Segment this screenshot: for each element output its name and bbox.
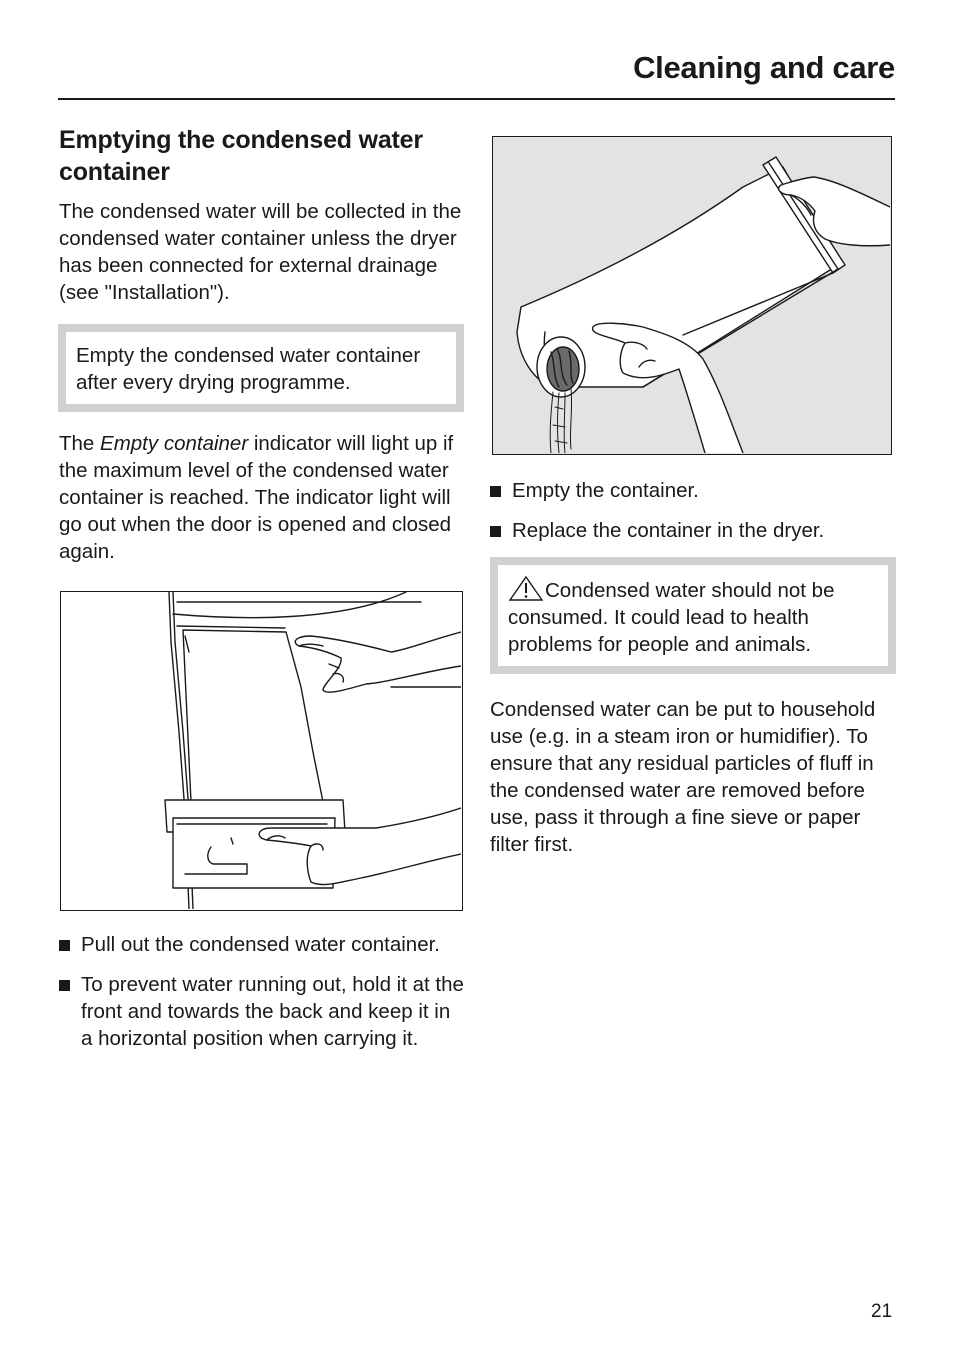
step-text: Empty the container.: [512, 479, 699, 502]
indicator-paragraph: [59, 430, 465, 565]
empty-container-illustration: [492, 136, 892, 455]
list-item: [59, 931, 465, 958]
right-column: [490, 136, 896, 858]
note-text: Empty the condensed water container after every drying programme.: [66, 332, 456, 404]
section-heading: Emptying the condensed water container: [59, 126, 423, 186]
indicator-name: Empty container: [100, 432, 249, 455]
warning-text: Condensed water should not be consumed. It could lead to health problems for people and animals.: [508, 579, 835, 656]
page-title: Cleaning and care: [633, 50, 895, 85]
pull-out-container-illustration: [60, 591, 463, 911]
warning-box: [490, 557, 896, 674]
list-item: [490, 517, 896, 544]
steps-list-right: [490, 477, 896, 544]
indicator-suffix: indicator will light up if the maximum level of the condensed water container is reached. The indicator light will go out when the door is opened and closed again.: [59, 432, 454, 563]
closing-paragraph: Condensed water can be put to household use (e.g. in a steam iron or humidifier). To ensure that any residual particles of fluff in the condensed water are removed before use, pass it through a fine sieve or paper filter first.: [490, 698, 876, 856]
note-box: [58, 324, 464, 412]
bullet-square-icon: [59, 940, 70, 951]
bullet-square-icon: [490, 526, 501, 537]
bullet-square-icon: [490, 486, 501, 497]
header-divider: [58, 98, 895, 100]
indicator-prefix: The: [59, 432, 101, 455]
steps-list-left: [59, 931, 465, 1052]
intro-paragraph: The condensed water will be collected in the condensed water container unless the dryer has been connected for external drainage (see "Installation").: [59, 200, 462, 304]
left-column: [59, 124, 465, 1065]
step-text: Replace the container in the dryer.: [512, 519, 825, 542]
page-number: 21: [871, 1301, 893, 1322]
list-item: [59, 971, 465, 1052]
step-text: To prevent water running out, hold it at the front and towards the back and keep it in a horizontal position when carrying it.: [81, 973, 464, 1050]
warning-triangle-icon: [508, 575, 544, 601]
step-text: Pull out the condensed water container.: [81, 933, 440, 956]
warning-content: [498, 565, 888, 666]
bullet-square-icon: [59, 980, 70, 991]
list-item: [490, 477, 896, 504]
